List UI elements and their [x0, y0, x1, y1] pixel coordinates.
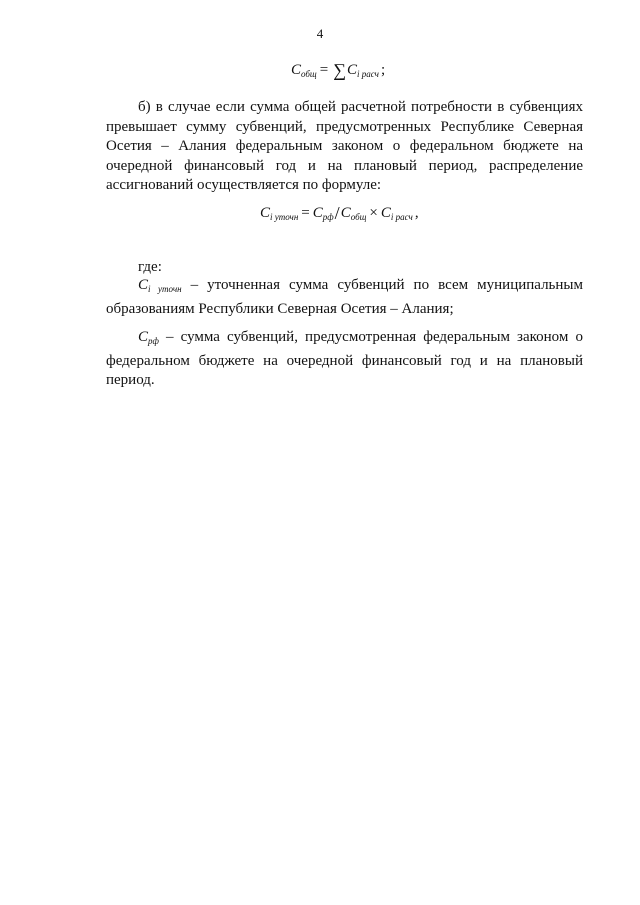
definition-text: – сумма субвенций, предусмотренная федеральным законом о федеральном бюджете на очередной финансовый год и на плановый период.: [106, 329, 583, 388]
where-label: где:: [138, 259, 162, 275]
formula-symbol: C: [340, 205, 351, 221]
formula-symbol: C: [291, 62, 302, 78]
formula-punctuation: ;: [380, 62, 386, 78]
formula-multiply: ×: [369, 205, 378, 221]
formula-sum-sign: ∑: [333, 60, 347, 80]
formula-subscript: i расч: [390, 212, 413, 222]
definition-federal-sum: [106, 328, 583, 391]
formula-division: /: [334, 203, 340, 223]
formula-refined-allocation: [260, 203, 419, 224]
formula-subscript: i уточн: [270, 212, 299, 222]
formula-symbol: C: [260, 205, 271, 221]
formula-symbol: C: [312, 205, 323, 221]
formula-subscript: общ: [350, 212, 367, 222]
formula-symbol: C: [138, 277, 149, 293]
page-number: 4: [316, 26, 324, 41]
paragraph-b: б) в случае если сумма общей расчетной потребности в субвенциях превышает сумму субвенций, предусмотренных Республике Северная Осетия – Алания федеральным законом о федеральном бюджете на очередной финансовый год и на плановый период, распределение ассигнований осуществляется по формуле:: [106, 99, 583, 193]
formula-equals: =: [301, 205, 310, 221]
formula-subscript: рф: [322, 212, 334, 222]
formula-subscript: i уточн: [148, 284, 182, 294]
formula-subscript: рф: [148, 336, 159, 346]
formula-symbol: C: [347, 62, 358, 78]
definition-symbol: [138, 329, 159, 345]
formula-symbol: C: [380, 205, 391, 221]
formula-equals: =: [319, 62, 329, 78]
formula-total-sum: [291, 60, 385, 81]
definition-text: – уточненная сумма субвенций по всем муниципальным образованиям Республики Северная Осетия – Алания;: [106, 277, 583, 317]
formula-subscript: i расч: [357, 69, 379, 79]
definition-symbol: [138, 277, 182, 293]
formula-punctuation: ,: [414, 205, 419, 221]
formula-subscript: общ: [301, 69, 317, 79]
formula-symbol: C: [138, 329, 149, 345]
definition-refined-sum: [106, 276, 583, 319]
